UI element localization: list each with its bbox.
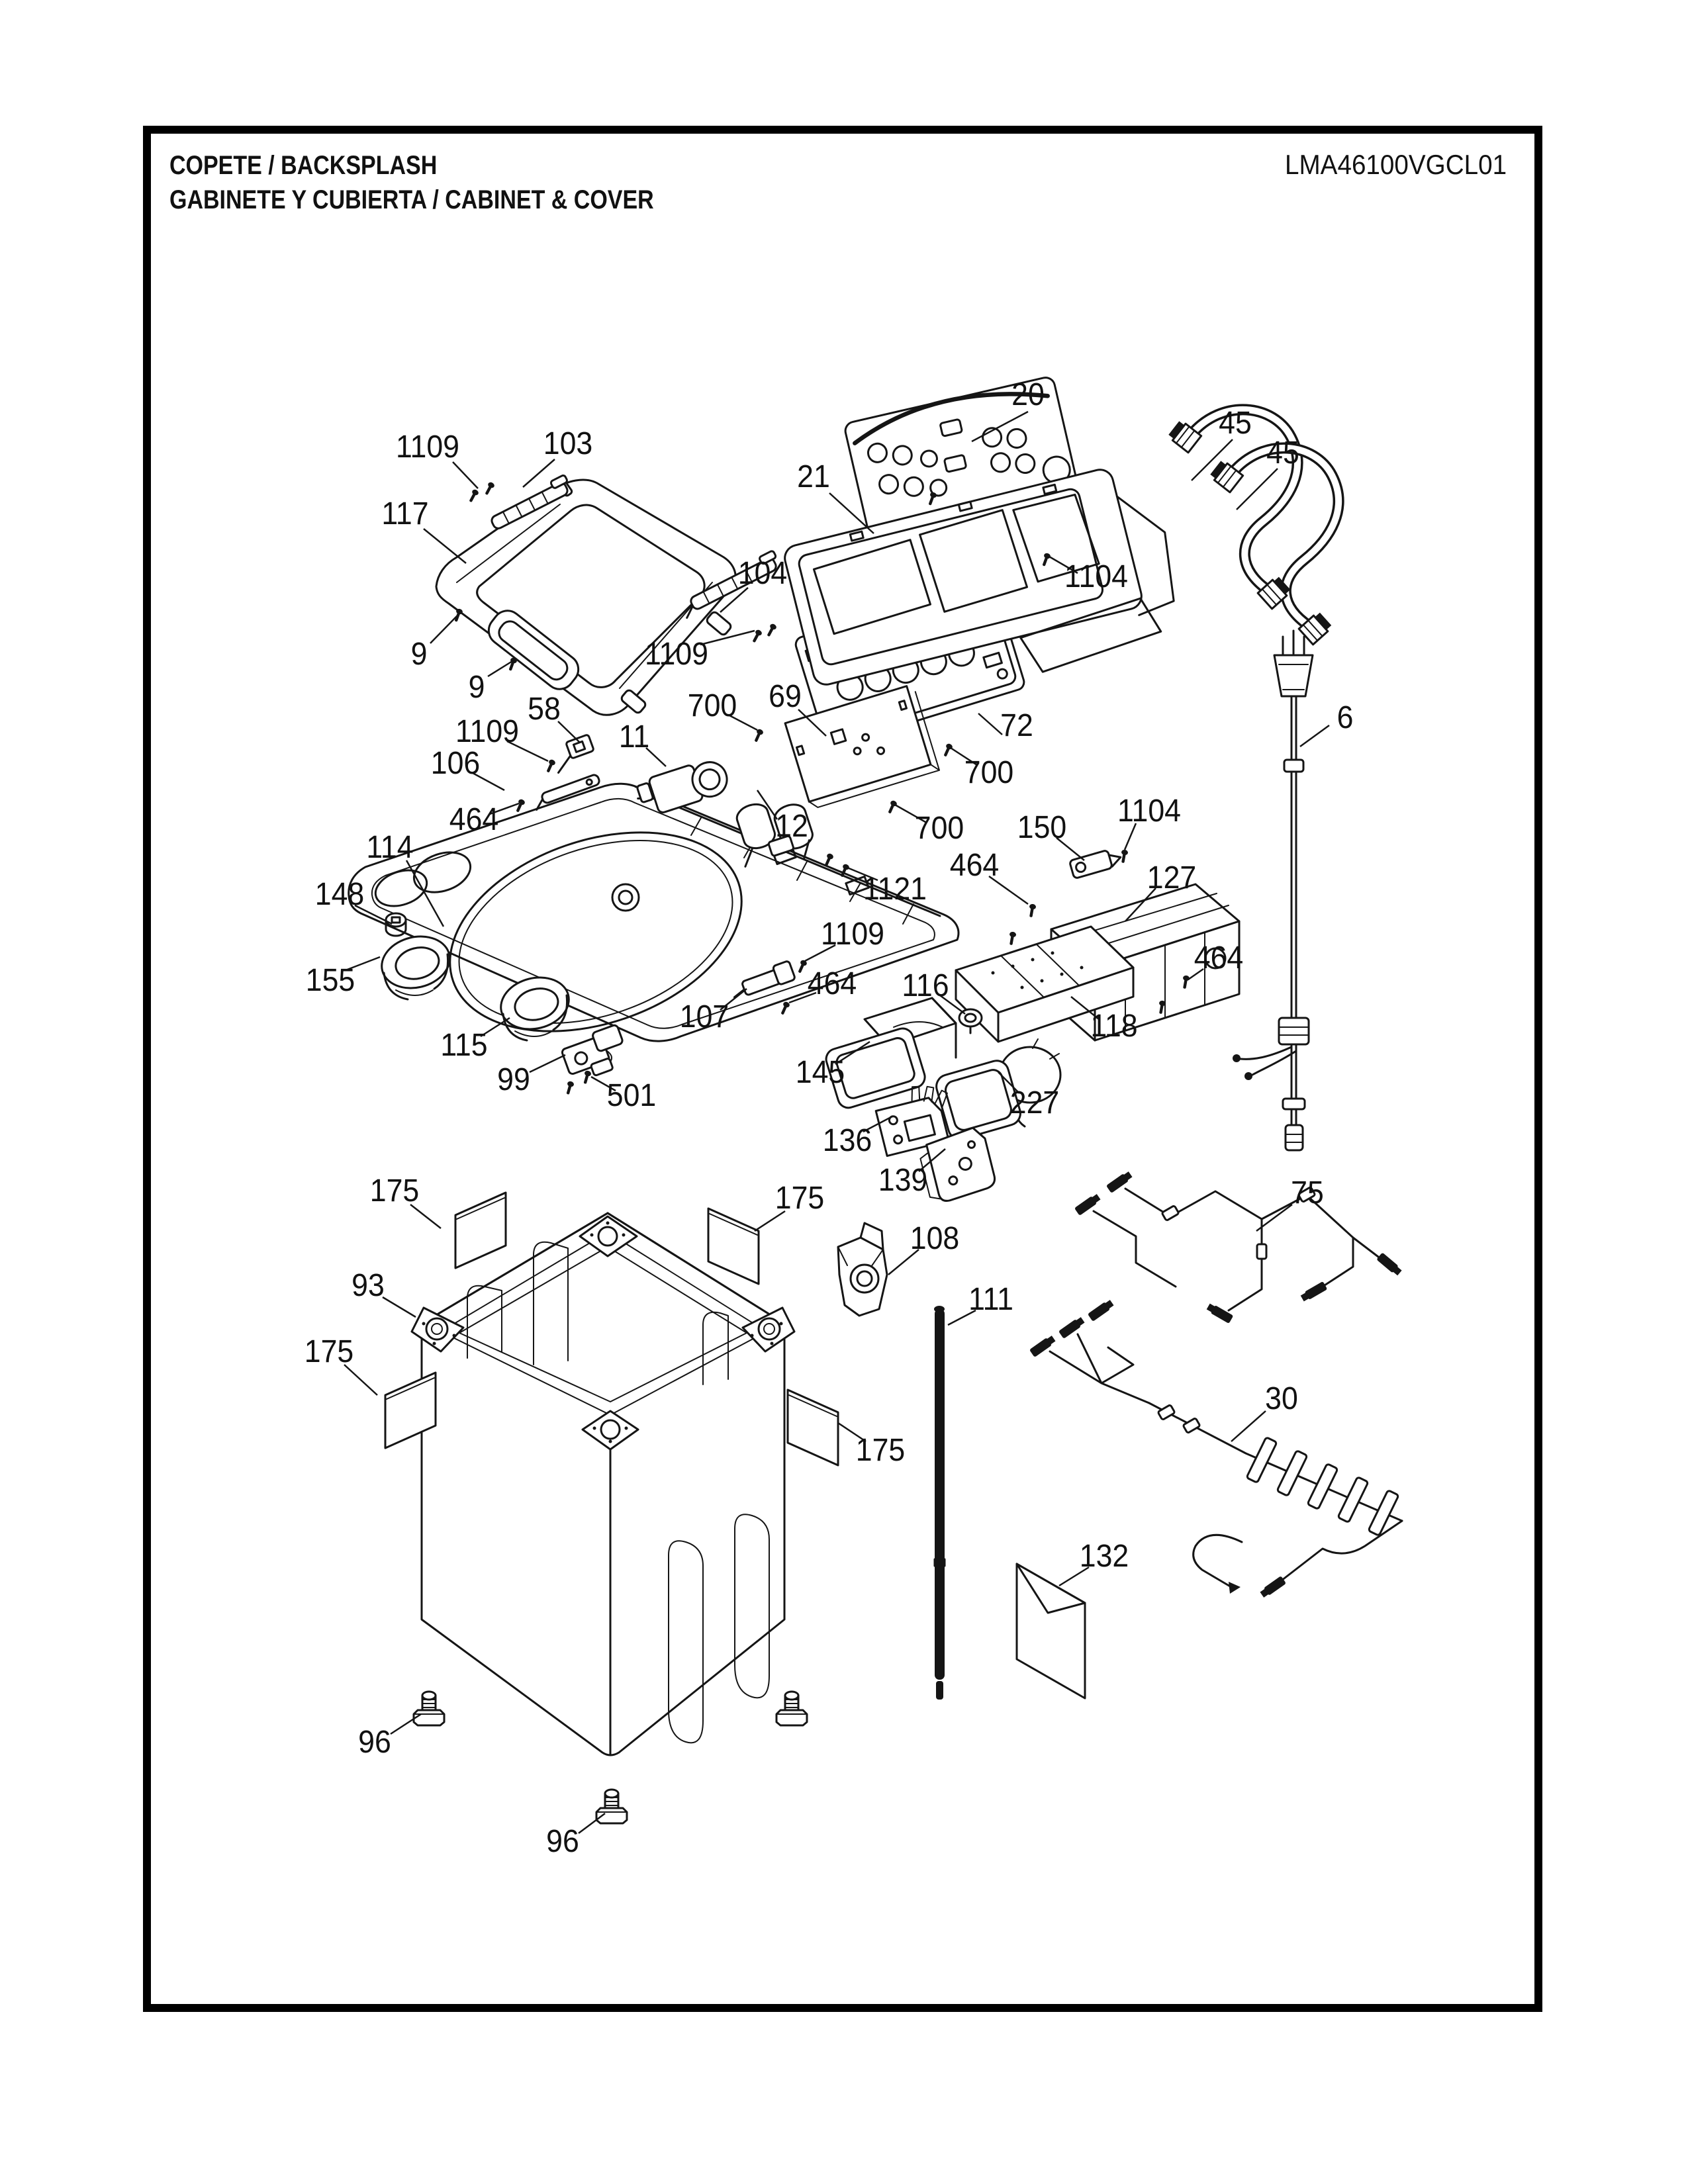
part-label-72: 72	[1000, 708, 1033, 743]
part-label-464: 464	[449, 802, 499, 837]
part-label-116: 116	[902, 968, 949, 1003]
part-label-6: 6	[1336, 700, 1354, 735]
part-label-136: 136	[822, 1123, 872, 1158]
part-label-96: 96	[358, 1725, 391, 1760]
part-label-1104: 1104	[1064, 559, 1128, 594]
part-label-127: 127	[1147, 860, 1197, 895]
part-label-111: 111	[968, 1282, 1013, 1317]
part-label-69: 69	[769, 679, 802, 714]
part-label-93: 93	[352, 1268, 385, 1303]
part-label-96: 96	[546, 1824, 579, 1859]
part-label-103: 103	[543, 426, 593, 461]
part-label-700: 700	[964, 755, 1014, 790]
part-label-139: 139	[878, 1163, 928, 1198]
part-label-175: 175	[774, 1181, 825, 1216]
part-label-12: 12	[775, 809, 808, 844]
part-label-132: 132	[1079, 1539, 1129, 1574]
part-label-20: 20	[1011, 377, 1045, 412]
part-label-464: 464	[807, 966, 857, 1001]
part-label-104: 104	[737, 556, 788, 591]
part-label-99: 99	[497, 1062, 530, 1097]
part-label-75: 75	[1291, 1175, 1324, 1210]
part-label-108: 108	[910, 1221, 960, 1256]
part-label-45: 45	[1219, 406, 1252, 441]
part-label-464: 464	[1194, 940, 1244, 976]
part-label-501: 501	[606, 1078, 657, 1113]
part-label-118: 118	[1090, 1009, 1138, 1044]
part-label-114: 114	[366, 830, 414, 865]
part-label-700: 700	[687, 688, 737, 723]
part-label-150: 150	[1017, 810, 1067, 845]
part-label-9: 9	[468, 670, 485, 705]
part-label-175: 175	[304, 1334, 354, 1369]
part-label-11: 11	[618, 719, 650, 754]
part-label-117: 117	[381, 496, 429, 531]
title-line-2: GABINETE Y CUBIERTA / CABINET & COVER	[169, 185, 654, 214]
part-label-175: 175	[855, 1433, 906, 1468]
part-label-1104: 1104	[1117, 794, 1181, 829]
model-number: LMA46100VGCL01	[1285, 149, 1507, 180]
part-label-155: 155	[305, 963, 355, 998]
part-label-45: 45	[1266, 435, 1299, 471]
part-label-1109: 1109	[645, 637, 708, 672]
part-label-1109: 1109	[455, 714, 519, 749]
part-label-1121: 1121	[863, 872, 927, 907]
part-label-464: 464	[949, 848, 1000, 883]
part-label-107: 107	[679, 999, 729, 1034]
part-label-9: 9	[410, 637, 428, 672]
part-label-106: 106	[430, 746, 481, 781]
part-label-115: 115	[440, 1028, 488, 1063]
part-label-1109: 1109	[821, 917, 884, 952]
part-label-1109: 1109	[396, 430, 459, 465]
part-label-700: 700	[914, 811, 964, 846]
part-label-175: 175	[369, 1173, 420, 1208]
part-label-148: 148	[314, 877, 365, 912]
part-label-21: 21	[797, 459, 830, 494]
title-line-1: COPETE / BACKSPLASH	[169, 151, 438, 180]
part-label-227: 227	[1009, 1085, 1060, 1120]
part-label-145: 145	[795, 1055, 845, 1090]
part-label-30: 30	[1265, 1381, 1298, 1416]
part-label-58: 58	[528, 692, 561, 727]
